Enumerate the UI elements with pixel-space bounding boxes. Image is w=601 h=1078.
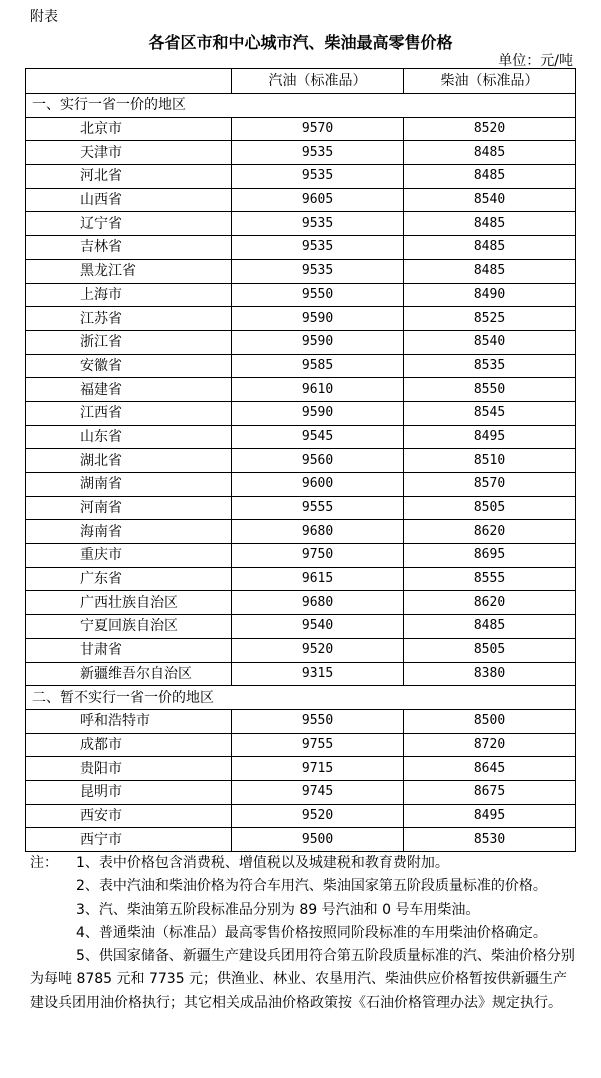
gasoline-price: 9535 [232,212,404,236]
diesel-price: 8485 [404,212,576,236]
appendix-label: 附表 [30,9,58,25]
region-name: 呼和浩特市 [26,709,232,733]
region-name: 湖南省 [26,473,232,497]
note-text: 1、表中价格包含消费税、增值税以及城建税和教育费附加。 [76,855,449,871]
note-item: 2、表中汽油和柴油价格为符合车用汽、柴油国家第五阶段质量标准的价格。 [76,878,547,895]
price-table [25,68,576,852]
region-name: 甘肃省 [26,638,232,662]
region-name: 宁夏回族自治区 [26,615,232,639]
gasoline-price: 9535 [232,236,404,260]
gasoline-price: 9605 [232,188,404,212]
region-name: 河南省 [26,496,232,520]
diesel-price: 8505 [404,496,576,520]
table-row [26,757,576,781]
table-row [26,165,576,189]
section-label: 二、暂不实行一省一价的地区 [26,686,576,710]
gasoline-price: 9555 [232,496,404,520]
table-row [26,520,576,544]
region-name: 山东省 [26,425,232,449]
notes-prefix: 注： [30,855,58,871]
region-name: 福建省 [26,378,232,402]
gasoline-price: 9535 [232,165,404,189]
region-name: 天津市 [26,141,232,165]
section-row [26,94,576,118]
table-row [26,259,576,283]
diesel-price: 8555 [404,567,576,591]
diesel-price: 8545 [404,401,576,425]
gasoline-price: 9600 [232,473,404,497]
region-name: 安徽省 [26,354,232,378]
region-name: 海南省 [26,520,232,544]
region-name: 江西省 [26,401,232,425]
section-row [26,686,576,710]
region-name: 浙江省 [26,330,232,354]
region-name: 贵阳市 [26,757,232,781]
diesel-price: 8620 [404,520,576,544]
gasoline-price: 9550 [232,283,404,307]
diesel-price: 8525 [404,307,576,331]
gasoline-price: 9715 [232,757,404,781]
table-row [26,828,576,852]
table-row [26,283,576,307]
table-row [26,449,576,473]
gasoline-price: 9755 [232,733,404,757]
column-header-gasoline: 汽油（标准品） [232,69,404,94]
table-row [26,330,576,354]
diesel-price: 8550 [404,378,576,402]
table-row [26,188,576,212]
table-row [26,401,576,425]
diesel-price: 8520 [404,117,576,141]
region-name: 广东省 [26,567,232,591]
notes [30,852,575,1015]
gasoline-price: 9315 [232,662,404,686]
table-row [26,496,576,520]
diesel-price: 8530 [404,828,576,852]
table-header-row [26,69,576,94]
table-row [26,709,576,733]
table-row [26,615,576,639]
column-header-region [26,69,232,94]
region-name: 重庆市 [26,544,232,568]
table-row [26,236,576,260]
table-row [26,117,576,141]
gasoline-price: 9610 [232,378,404,402]
gasoline-price: 9585 [232,354,404,378]
diesel-price: 8535 [404,354,576,378]
diesel-price: 8645 [404,757,576,781]
gasoline-price: 9500 [232,828,404,852]
gasoline-price: 9520 [232,804,404,828]
region-name: 西安市 [26,804,232,828]
diesel-price: 8675 [404,780,576,804]
gasoline-price: 9550 [232,709,404,733]
gasoline-price: 9535 [232,259,404,283]
column-header-diesel: 柴油（标准品） [404,69,576,94]
gasoline-price: 9590 [232,330,404,354]
diesel-price: 8485 [404,165,576,189]
note-item: 4、普通柴油（标准品）最高零售价格按照同阶段标准的车用柴油价格确定。 [76,924,547,941]
diesel-price: 8500 [404,709,576,733]
diesel-price: 8540 [404,330,576,354]
diesel-price: 8620 [404,591,576,615]
table-row [26,378,576,402]
region-name: 广西壮族自治区 [26,591,232,615]
table-row [26,354,576,378]
diesel-price: 8495 [404,425,576,449]
gasoline-price: 9535 [232,141,404,165]
region-name: 山西省 [26,188,232,212]
gasoline-price: 9570 [232,117,404,141]
table-row [26,591,576,615]
table-row [26,425,576,449]
diesel-price: 8695 [404,544,576,568]
gasoline-price: 9745 [232,780,404,804]
diesel-price: 8485 [404,259,576,283]
gasoline-price: 9680 [232,591,404,615]
gasoline-price: 9680 [232,520,404,544]
table-row [26,473,576,497]
diesel-price: 8505 [404,638,576,662]
table-row [26,638,576,662]
gasoline-price: 9590 [232,401,404,425]
table-row [26,780,576,804]
gasoline-price: 9560 [232,449,404,473]
table-row [26,307,576,331]
table-row [26,141,576,165]
diesel-price: 8510 [404,449,576,473]
region-name: 江苏省 [26,307,232,331]
region-name: 上海市 [26,283,232,307]
table-row [26,212,576,236]
table-row [26,567,576,591]
unit-label: 单位：元/吨 [498,53,573,69]
section-label: 一、实行一省一价的地区 [26,94,576,118]
diesel-price: 8490 [404,283,576,307]
table-row [26,804,576,828]
table-row [26,733,576,757]
diesel-price: 8540 [404,188,576,212]
gasoline-price: 9540 [232,615,404,639]
gasoline-price: 9520 [232,638,404,662]
region-name: 黑龙江省 [26,259,232,283]
region-name: 新疆维吾尔自治区 [26,662,232,686]
note-item [30,852,575,875]
region-name: 西宁市 [26,828,232,852]
diesel-price: 8380 [404,662,576,686]
region-name: 吉林省 [26,236,232,260]
note-item: 5、供国家储备、新疆生产建设兵团用符合第五阶段质量标准的汽、柴油价格分别为每吨 8785 元和 7735 元；供渔业、林业、农垦用汽、柴油供应价格暂按供新疆生产建设兵团用油价格执行；其它相关成品油价格政策按《石油价格管理办法》规定执行。 [30,948,575,1011]
gasoline-price: 9590 [232,307,404,331]
diesel-price: 8485 [404,141,576,165]
diesel-price: 8720 [404,733,576,757]
gasoline-price: 9545 [232,425,404,449]
note-item: 3、汽、柴油第五阶段标准品分别为 89 号汽油和 0 号车用柴油。 [76,901,480,918]
gasoline-price: 9750 [232,544,404,568]
region-name: 河北省 [26,165,232,189]
diesel-price: 8485 [404,236,576,260]
gasoline-price: 9615 [232,567,404,591]
region-name: 成都市 [26,733,232,757]
diesel-price: 8495 [404,804,576,828]
page-title: 各省区市和中心城市汽、柴油最高零售价格 [148,33,453,52]
region-name: 湖北省 [26,449,232,473]
region-name: 北京市 [26,117,232,141]
region-name: 昆明市 [26,780,232,804]
table-row [26,544,576,568]
region-name: 辽宁省 [26,212,232,236]
diesel-price: 8570 [404,473,576,497]
diesel-price: 8485 [404,615,576,639]
table-row [26,662,576,686]
